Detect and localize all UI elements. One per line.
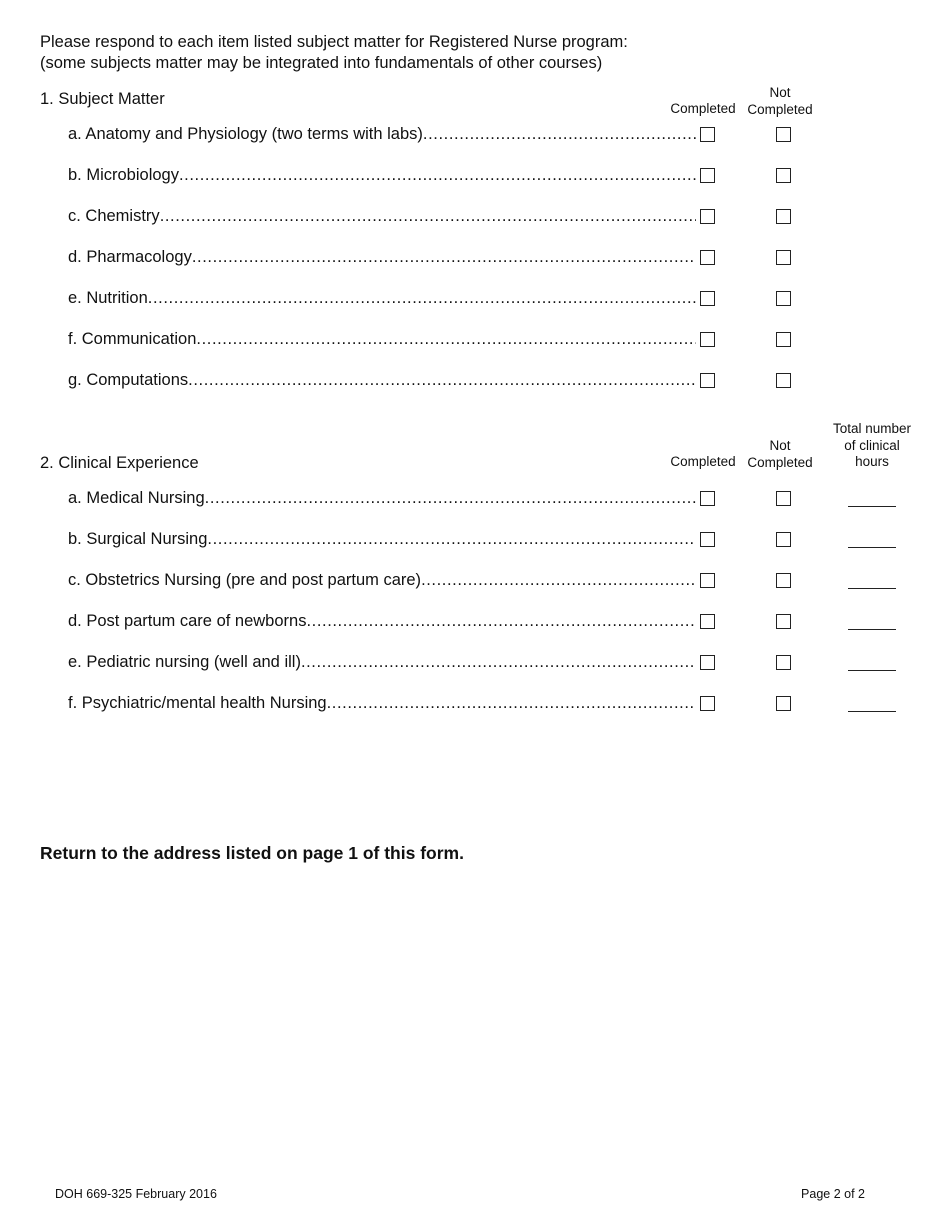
form-row bbox=[68, 125, 696, 144]
intro-line-2: (some subjects matter may be integrated into fundamentals of other courses) bbox=[40, 54, 603, 72]
s2-col-not-completed: Not Completed bbox=[747, 438, 813, 470]
form-row bbox=[68, 166, 696, 185]
completed-checkbox[interactable] bbox=[700, 291, 715, 306]
s2-col-total-hours: Total number of clinical hours bbox=[832, 421, 912, 469]
footer-form-id: DOH 669-325 February 2016 bbox=[55, 1187, 217, 1201]
not-completed-checkbox[interactable] bbox=[776, 655, 791, 670]
completed-checkbox[interactable] bbox=[700, 573, 715, 588]
clinical-hours-field[interactable] bbox=[848, 670, 896, 671]
row-label: f. Communication bbox=[68, 330, 197, 348]
not-completed-checkbox[interactable] bbox=[776, 209, 791, 224]
completed-checkbox[interactable] bbox=[700, 614, 715, 629]
row-label: d. Post partum care of newborns bbox=[68, 612, 307, 630]
leader-dots bbox=[207, 530, 696, 549]
leader-dots bbox=[421, 571, 696, 590]
not-completed-checkbox[interactable] bbox=[776, 532, 791, 547]
form-row bbox=[68, 371, 696, 390]
row-label: c. Chemistry bbox=[68, 207, 160, 225]
row-label: g. Computations bbox=[68, 371, 189, 389]
row-label: f. Psychiatric/mental health Nursing bbox=[68, 694, 327, 712]
not-completed-checkbox[interactable] bbox=[776, 332, 791, 347]
form-row bbox=[68, 694, 696, 713]
form-row bbox=[68, 489, 696, 508]
leader-dots bbox=[179, 166, 696, 185]
leader-dots bbox=[327, 694, 696, 713]
completed-checkbox[interactable] bbox=[700, 655, 715, 670]
row-label: a. Anatomy and Physiology (two terms with labs) bbox=[68, 125, 423, 143]
return-instruction: Return to the address listed on page 1 of this form. bbox=[40, 843, 464, 863]
intro-text bbox=[40, 32, 628, 74]
form-row bbox=[68, 530, 696, 549]
not-completed-checkbox[interactable] bbox=[776, 491, 791, 506]
section-clinical-experience-title: 2. Clinical Experience bbox=[40, 454, 199, 472]
form-row bbox=[68, 653, 696, 672]
leader-dots bbox=[188, 371, 696, 390]
not-completed-checkbox[interactable] bbox=[776, 614, 791, 629]
row-label: c. Obstetrics Nursing (pre and post partum care) bbox=[68, 571, 422, 589]
not-completed-checkbox[interactable] bbox=[776, 250, 791, 265]
leader-dots bbox=[301, 653, 696, 672]
row-label: d. Pharmacology bbox=[68, 248, 192, 266]
form-row bbox=[68, 207, 696, 226]
not-completed-checkbox[interactable] bbox=[776, 168, 791, 183]
row-label: e. Nutrition bbox=[68, 289, 148, 307]
not-completed-checkbox[interactable] bbox=[776, 573, 791, 588]
form-row bbox=[68, 289, 696, 308]
completed-checkbox[interactable] bbox=[700, 168, 715, 183]
section-subject-matter-title: 1. Subject Matter bbox=[40, 90, 165, 108]
leader-dots bbox=[160, 207, 696, 226]
row-label: a. Medical Nursing bbox=[68, 489, 205, 507]
s1-col-not-completed: Not Completed bbox=[747, 85, 813, 117]
completed-checkbox[interactable] bbox=[700, 250, 715, 265]
clinical-hours-field[interactable] bbox=[848, 629, 896, 630]
clinical-hours-field[interactable] bbox=[848, 506, 896, 507]
leader-dots bbox=[205, 489, 696, 508]
leader-dots bbox=[148, 289, 696, 308]
row-label: b. Surgical Nursing bbox=[68, 530, 208, 548]
completed-checkbox[interactable] bbox=[700, 532, 715, 547]
footer-page-number: Page 2 of 2 bbox=[801, 1187, 865, 1201]
s1-col-completed: Completed bbox=[670, 101, 736, 116]
not-completed-checkbox[interactable] bbox=[776, 291, 791, 306]
clinical-hours-field[interactable] bbox=[848, 588, 896, 589]
form-row bbox=[68, 248, 696, 267]
form-row bbox=[68, 612, 696, 631]
row-label: b. Microbiology bbox=[68, 166, 179, 184]
leader-dots bbox=[196, 330, 696, 349]
completed-checkbox[interactable] bbox=[700, 491, 715, 506]
not-completed-checkbox[interactable] bbox=[776, 696, 791, 711]
leader-dots bbox=[192, 248, 696, 267]
completed-checkbox[interactable] bbox=[700, 696, 715, 711]
clinical-hours-field[interactable] bbox=[848, 711, 896, 712]
completed-checkbox[interactable] bbox=[700, 127, 715, 142]
intro-line-1: Please respond to each item listed subject matter for Registered Nurse program: bbox=[40, 33, 628, 51]
clinical-hours-field[interactable] bbox=[848, 547, 896, 548]
form-row bbox=[68, 330, 696, 349]
completed-checkbox[interactable] bbox=[700, 332, 715, 347]
row-label: e. Pediatric nursing (well and ill) bbox=[68, 653, 301, 671]
completed-checkbox[interactable] bbox=[700, 373, 715, 388]
s2-col-completed: Completed bbox=[670, 454, 736, 469]
not-completed-checkbox[interactable] bbox=[776, 127, 791, 142]
not-completed-checkbox[interactable] bbox=[776, 373, 791, 388]
leader-dots bbox=[306, 612, 696, 631]
form-row bbox=[68, 571, 696, 590]
completed-checkbox[interactable] bbox=[700, 209, 715, 224]
leader-dots bbox=[423, 125, 696, 144]
